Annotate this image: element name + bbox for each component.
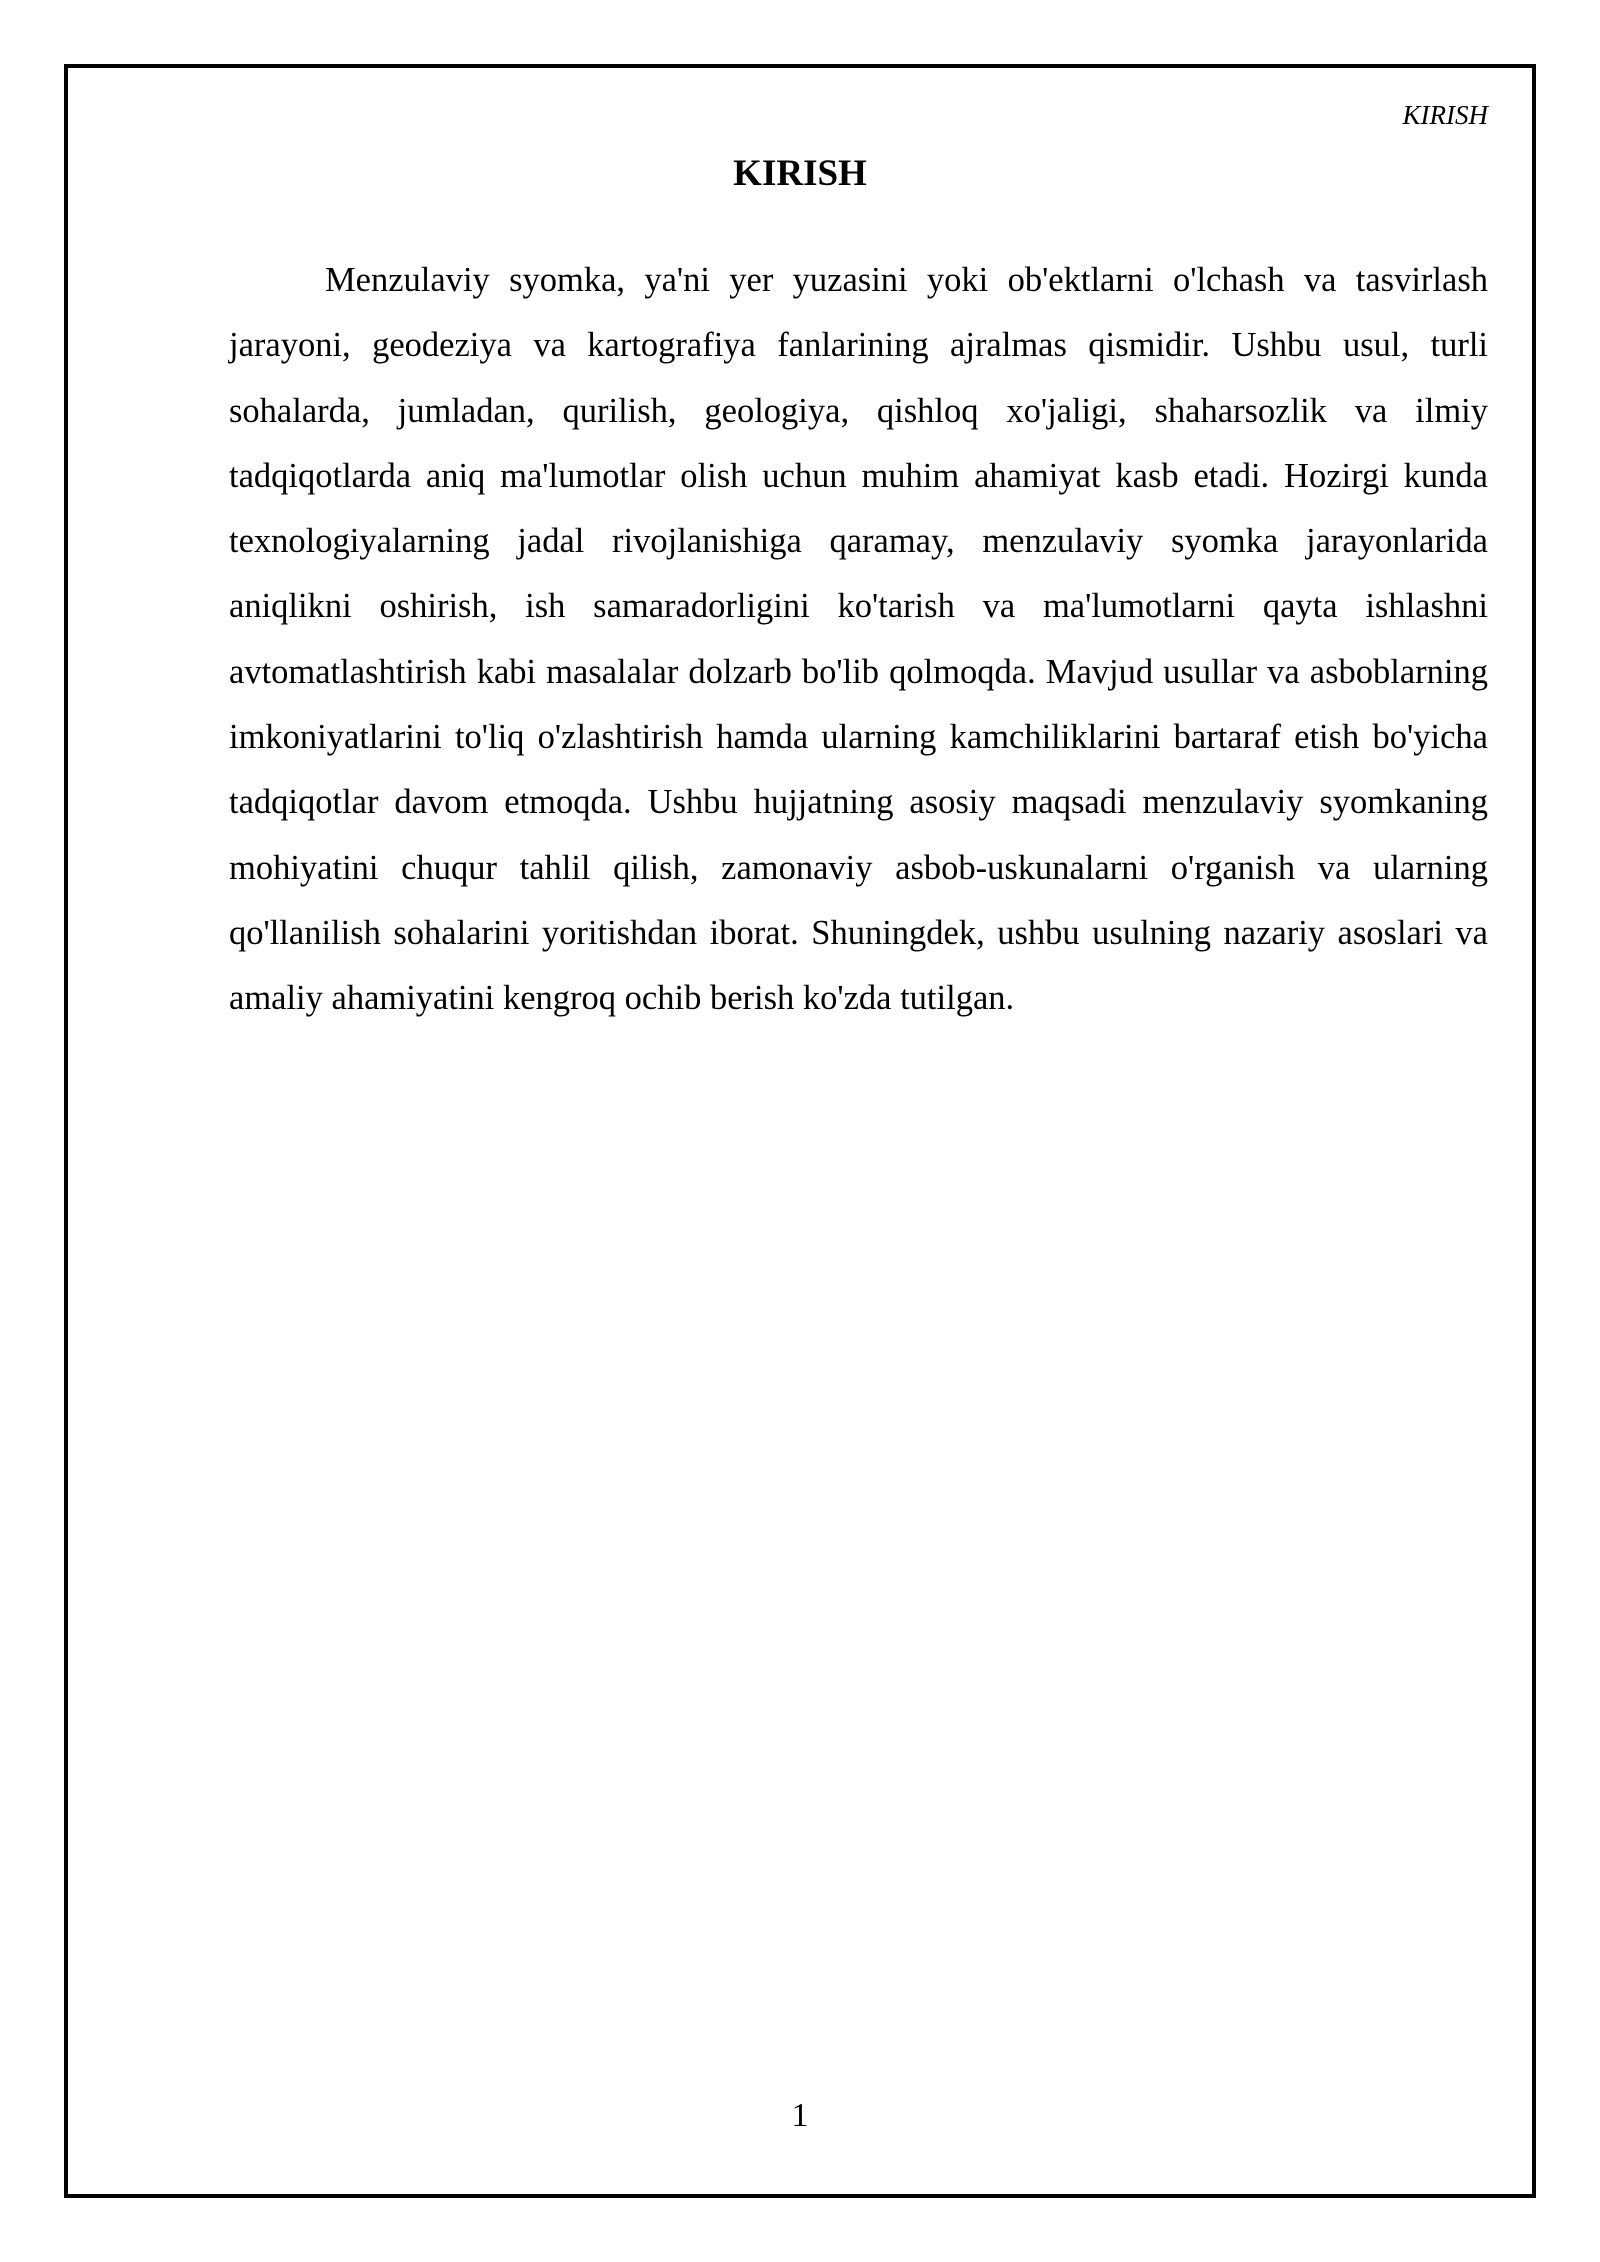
body-paragraph: Menzulaviy syomka, ya'ni yer yuzasini yoki ob'ektlarni o'lchash va tasvirlash jarayoni, geodeziya va kartografiya fanlarining ajralmas qismidir. Ushbu usul, turli sohalarda, jumladan, qurilish, geologiya, qishloq xo'jaligi, shaharsozlik va ilmiy tadqiqotlarda aniq ma'lumotlar olish uchun muhim ahamiyat kasb etadi. Hozirgi kunda texnologiyalarning jadal rivojlanishiga qaramay, menzulaviy syomka jarayonlarida aniqlikni oshirish, ish samaradorligini ko'tarish va ma'lumotlarni qayta ishlashni avtomatlashtirish kabi masalalar dolzarb bo'lib qolmoqda. Mavjud usullar va asboblarning imkoniyatlarini to'liq o'zlashtirish hamda ularning kamchiliklarini bartaraf etish bo'yicha tadqiqotlar davom etmoqda. Ushbu hujjatning asosiy maqsadi menzulaviy syomkaning mohiyatini chuqur tahlil qilish, zamonaviy asbob-uskunalarni o'rganish va ularning qo'llanilish sohalarini yoritishdan iborat. Shuningdek, ushbu usulning nazariy asoslari va amaliy ahamiyatini kengroq ochib berish ko'zda tutilgan. — [229, 261, 1488, 1018]
page-title: KIRISH — [733, 153, 867, 194]
page-number: 1 — [791, 2097, 809, 2134]
running-header: KIRISH — [1402, 100, 1488, 130]
